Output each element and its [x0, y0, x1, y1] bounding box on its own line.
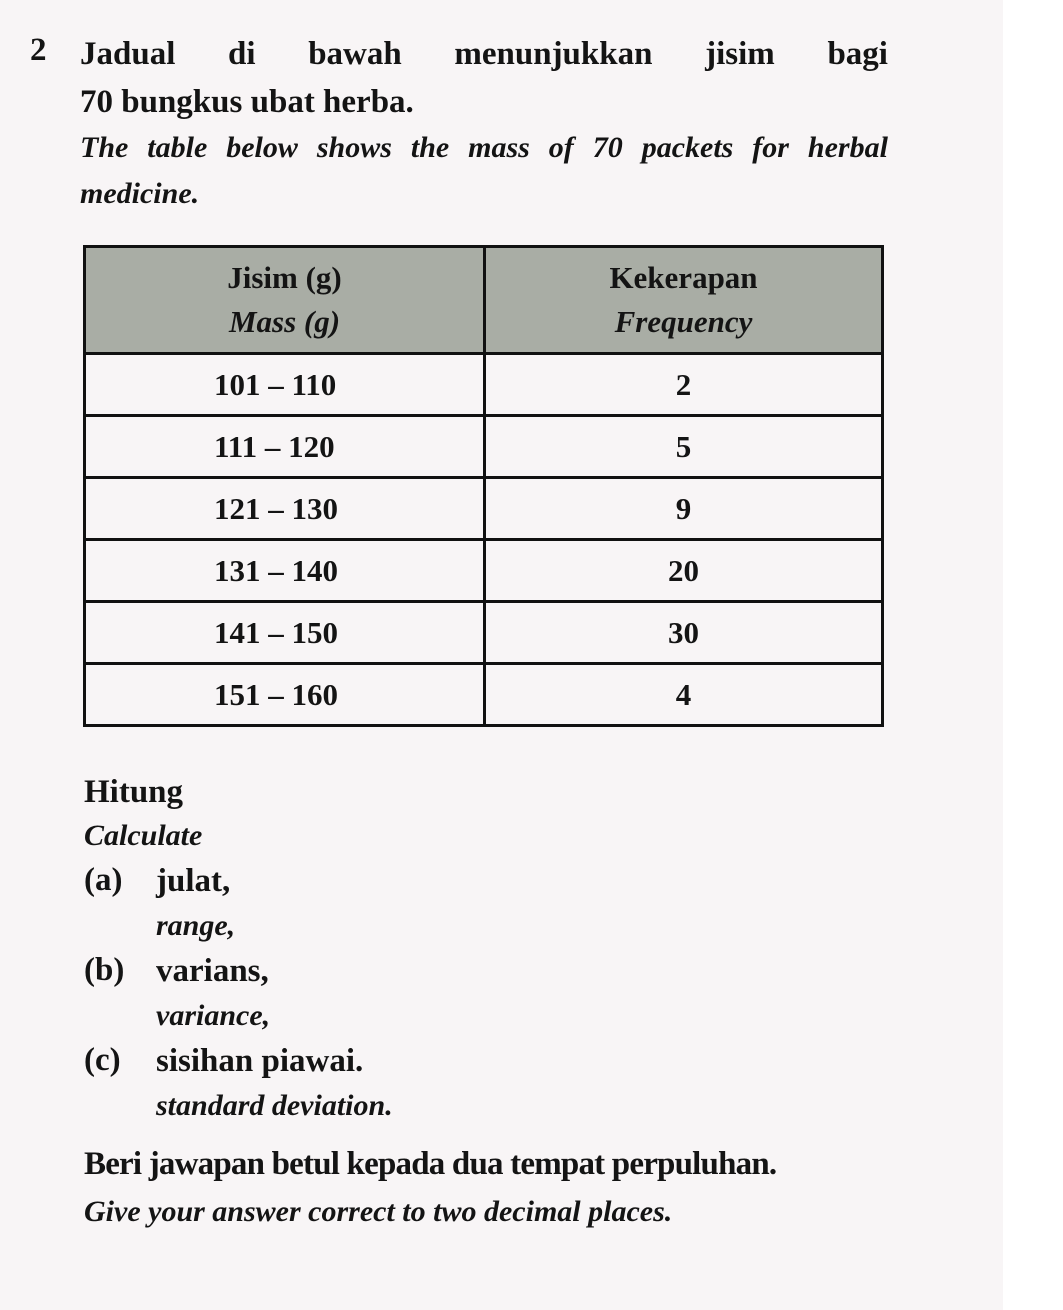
sub-question-english: variance,: [156, 999, 271, 1032]
sub-question-label: (b): [84, 952, 125, 988]
word: below: [226, 131, 298, 164]
table-row: [85, 602, 883, 664]
cell-frequency: 20: [485, 540, 883, 602]
word: of: [548, 131, 574, 164]
question-number: 2: [30, 32, 47, 68]
instruction-english: Give your answer correct to two decimal places.: [84, 1195, 673, 1228]
word: table: [147, 131, 208, 164]
table-header-row: [85, 247, 883, 354]
word: herbal: [807, 131, 888, 164]
word: mass: [468, 131, 530, 164]
word: The: [80, 131, 129, 164]
frequency-table: [83, 245, 884, 727]
cell-mass: 151 – 160: [85, 664, 485, 726]
cell-mass: 141 – 150: [85, 602, 485, 664]
header-mass-malay: Jisim (g): [227, 260, 342, 295]
sub-question-english: range,: [156, 909, 236, 942]
word: menunjukkan: [454, 36, 653, 72]
word: bawah: [308, 36, 402, 72]
sub-question-malay: julat,: [156, 863, 231, 899]
word: di: [228, 36, 256, 72]
word: the: [410, 131, 450, 164]
header-frequency-english: Frequency: [614, 304, 753, 339]
word: jisim: [705, 36, 775, 72]
sub-question-label: (c): [84, 1042, 121, 1078]
word: 70: [592, 131, 623, 164]
calculate-malay: Hitung: [84, 774, 184, 810]
question-intro-malay: [80, 30, 888, 126]
cell-frequency: 9: [485, 478, 883, 540]
table-row: [85, 478, 883, 540]
word: for: [752, 131, 789, 164]
sub-question-malay: varians,: [156, 953, 269, 989]
sub-question-english: standard deviation.: [156, 1089, 393, 1122]
cell-frequency: 5: [485, 416, 883, 478]
word: Jadual: [80, 36, 176, 72]
table-row: [85, 540, 883, 602]
cell-frequency: 2: [485, 354, 883, 416]
word: shows: [316, 131, 392, 164]
answer-instruction: [84, 1140, 776, 1236]
sub-question-malay: sisihan piawai.: [156, 1043, 364, 1079]
intro-english-line1: [80, 125, 888, 171]
header-mass-english: Mass (g): [228, 304, 341, 339]
intro-malay-line1: [80, 30, 888, 78]
instruction-malay: Beri jawapan betul kepada dua tempat perpuluhan.: [84, 1146, 777, 1182]
question-intro-english: [80, 125, 888, 217]
sub-question-a: [84, 858, 393, 948]
calculate-section: [84, 770, 393, 1128]
header-frequency: [485, 247, 883, 354]
header-frequency-malay: Kekerapan: [609, 260, 758, 295]
cell-frequency: 30: [485, 602, 883, 664]
sub-question-label: (a): [84, 862, 123, 898]
table-row: [85, 354, 883, 416]
header-mass: [85, 247, 485, 354]
table-row: [85, 664, 883, 726]
cell-mass: 111 – 120: [85, 416, 485, 478]
table-row: [85, 416, 883, 478]
intro-english-line2: medicine.: [80, 177, 200, 210]
sub-question-c: [84, 1038, 393, 1128]
cell-mass: 101 – 110: [85, 354, 485, 416]
word: packets: [641, 131, 734, 164]
sub-question-b: [84, 948, 393, 1038]
cell-mass: 131 – 140: [85, 540, 485, 602]
intro-malay-line2: 70 bungkus ubat herba.: [80, 84, 414, 120]
cell-frequency: 4: [485, 664, 883, 726]
calculate-english: Calculate: [84, 819, 203, 852]
cell-mass: 121 – 130: [85, 478, 485, 540]
word: bagi: [827, 36, 888, 72]
